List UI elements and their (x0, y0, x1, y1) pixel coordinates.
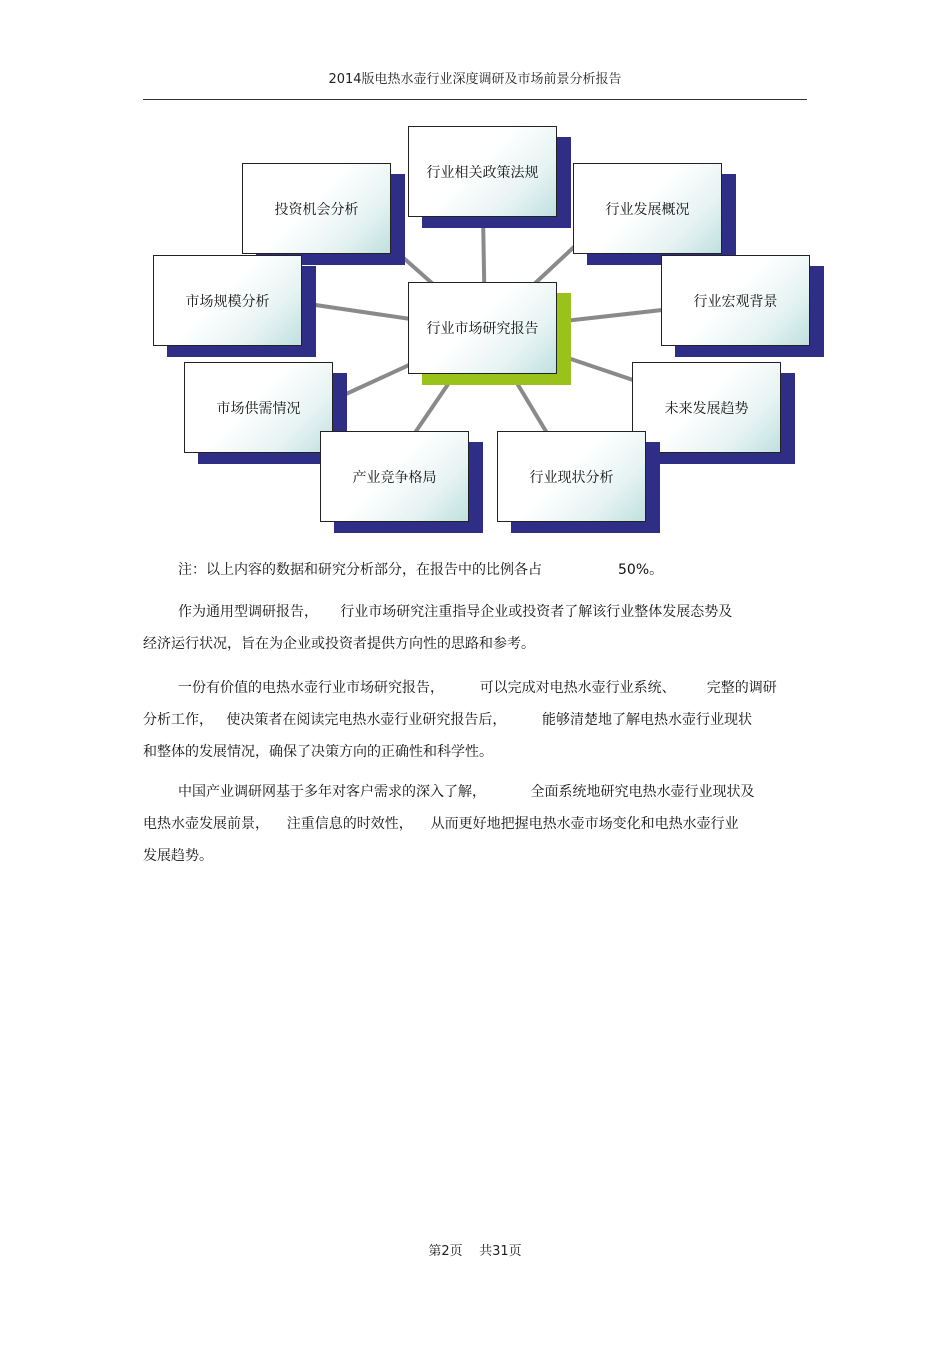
node-development (573, 163, 722, 254)
node-policy (408, 126, 557, 217)
node-development-label: 行业发展概况 (573, 163, 722, 254)
node-center (408, 282, 557, 374)
paragraph-1-line-2: 经济运行状况，旨在为企业或投资者提供方向性的思路和参考。 (143, 636, 535, 652)
paragraph-1 (143, 596, 813, 660)
page-footer: 第2页 共31页 (428, 1244, 522, 1259)
note-line (178, 556, 664, 584)
node-competition (320, 431, 469, 522)
paragraph-3 (143, 776, 813, 872)
node-center-label: 行业市场研究报告 (408, 282, 557, 374)
paragraph-2-line-1: 一份有价值的电热水壶行业市场研究报告， 可以完成对电热水壶行业系统、 完整的调研 (178, 680, 777, 696)
report-structure-diagram (140, 118, 840, 538)
paragraph-2-line-3: 和整体的发展情况，确保了决策方向的正确性和科学性。 (143, 744, 493, 760)
node-status (497, 431, 646, 522)
paragraph-2 (143, 672, 813, 768)
node-supply-label: 市场供需情况 (184, 362, 333, 453)
node-investment-label: 投资机会分析 (242, 163, 391, 254)
note-text: 注：以上内容的数据和研究分析部分，在报告中的比例各占 (178, 562, 542, 578)
paragraph-2-line-2: 分析工作， 使决策者在阅读完电热水壶行业研究报告后， 能够清楚地了解电热水壶行业现状 (143, 712, 752, 728)
node-macro (661, 255, 810, 346)
node-scale (153, 255, 302, 346)
page-header-title: 2014版电热水壶行业深度调研及市场前景分析报告 (328, 72, 622, 87)
node-status-label: 行业现状分析 (497, 431, 646, 522)
paragraph-1-line-1: 作为通用型调研报告， 行业市场研究注重指导企业或投资者了解该行业整体发展态势及 (178, 604, 733, 620)
paragraph-3-line-2: 电热水壶发展前景， 注重信息的时效性， 从而更好地把握电热水壶市场变化和电热水壶行业 (143, 816, 739, 832)
paragraph-3-line-3: 发展趋势。 (143, 848, 213, 864)
node-future-label: 未来发展趋势 (632, 362, 781, 453)
node-investment (242, 163, 391, 254)
header-rule (143, 99, 807, 100)
note-value: 50%。 (618, 562, 664, 578)
node-competition-label: 产业竞争格局 (320, 431, 469, 522)
node-macro-label: 行业宏观背景 (661, 255, 810, 346)
node-policy-label: 行业相关政策法规 (408, 126, 557, 217)
node-future (632, 362, 781, 453)
node-supply (184, 362, 333, 453)
paragraph-3-line-1: 中国产业调研网基于多年对客户需求的深入了解， 全面系统地研究电热水壶行业现状及 (178, 784, 755, 800)
node-scale-label: 市场规模分析 (153, 255, 302, 346)
